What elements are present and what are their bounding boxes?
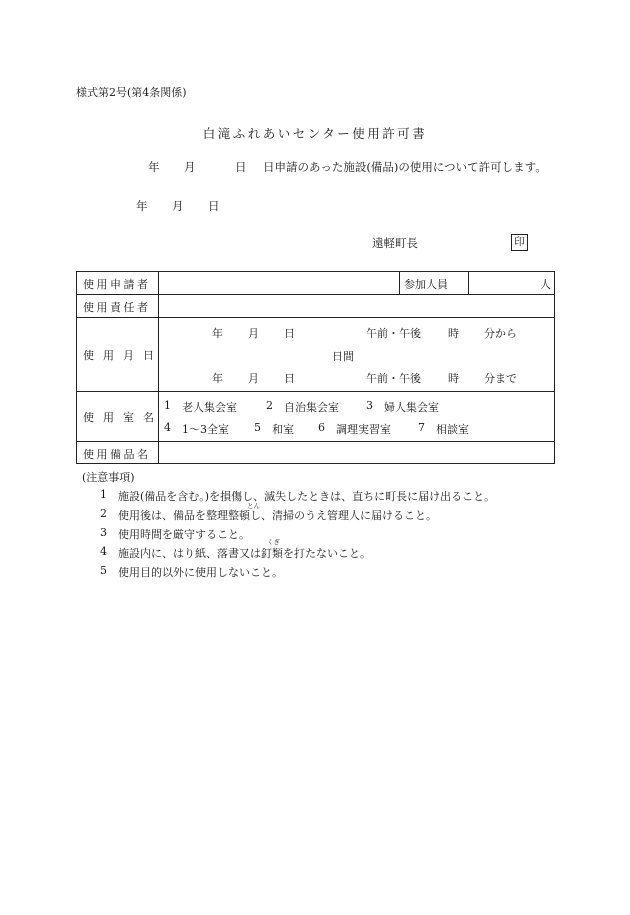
room-name: 調理実習室 [336, 423, 391, 436]
to-month: 月 [248, 372, 259, 385]
note-text: 使用時間を厳守すること。 [118, 528, 250, 541]
room-name: 婦人集会室 [384, 401, 439, 414]
table-rule [158, 271, 159, 464]
room-name: 老人集会室 [182, 401, 237, 414]
participants-field[interactable] [471, 272, 531, 293]
room-name: 自治集会室 [284, 401, 339, 414]
note-text: 使用目的以外に使用しないこと。 [118, 566, 283, 579]
room-num: 7 [418, 421, 425, 434]
statement-year: 年 [148, 160, 160, 174]
note-text: 施設(備品を含む。)を損傷し、滅失したときは、直ちに町長に届け出ること。 [118, 490, 496, 503]
note-num: 1 [100, 488, 107, 501]
room-num: 1 [164, 399, 171, 412]
permit-form-table [76, 271, 555, 464]
room-num: 5 [254, 421, 261, 434]
table-rule [468, 271, 469, 294]
table-rule [76, 391, 555, 392]
participants-label: 参加人員 [404, 278, 448, 291]
note-num: 4 [100, 545, 107, 558]
signer-title: 遠軽町長 [372, 236, 418, 250]
room-num: 2 [266, 399, 273, 412]
form-number: 様式第2号(第4条関係) [76, 86, 187, 99]
equipment-field[interactable] [161, 442, 551, 462]
note-num: 2 [100, 507, 107, 520]
issue-month: 月 [172, 199, 184, 213]
from-hour: 時 [448, 327, 459, 340]
from-year: 年 [212, 327, 223, 340]
to-year: 年 [212, 372, 223, 385]
to-minute: 分まで [484, 372, 517, 385]
note-num: 5 [100, 564, 107, 577]
manager-label: 使用責任者 [83, 301, 151, 314]
permission-statement: 日申請のあった施設(備品)の使用について許可します。 [263, 160, 547, 174]
notes-heading: (注意事項) [82, 471, 135, 484]
issue-year: 年 [136, 199, 148, 213]
room-name: 和室 [272, 423, 294, 436]
to-hour: 時 [448, 372, 459, 385]
seal-mark: 印 [511, 234, 528, 251]
room-num: 3 [366, 399, 373, 412]
date-label: 使用月日 [83, 349, 163, 362]
room-name: 相談室 [436, 423, 469, 436]
table-border [76, 271, 77, 464]
note-num: 3 [100, 526, 107, 539]
participants-unit: 人 [540, 278, 551, 291]
statement-day: 日 [235, 160, 247, 174]
ruby-annotation: とん [247, 502, 260, 510]
issue-day: 日 [208, 199, 220, 213]
from-ampm: 午前・午後 [366, 327, 421, 340]
note-text: 使用後は、備品を整理整頓し、清掃のうえ管理人に届けること。 [118, 509, 437, 522]
period-days: 日間 [332, 350, 354, 363]
equipment-label: 使用備品名 [83, 448, 151, 461]
from-minute: 分から [484, 327, 517, 340]
applicant-field[interactable] [161, 272, 397, 293]
room-num: 6 [318, 421, 325, 434]
room-label: 使用室名 [83, 411, 163, 424]
to-day: 日 [284, 372, 295, 385]
room-num: 4 [164, 421, 171, 434]
from-day: 日 [284, 327, 295, 340]
ruby-annotation: くぎ [267, 538, 280, 546]
table-border [76, 463, 555, 464]
to-ampm: 午前・午後 [366, 372, 421, 385]
from-month: 月 [248, 327, 259, 340]
statement-month: 月 [184, 160, 196, 174]
table-rule [76, 317, 555, 318]
note-text: 施設内に、はり紙、落書又は釘類を打たないこと。 [118, 547, 371, 560]
applicant-label: 使用申請者 [83, 278, 151, 291]
manager-field[interactable] [161, 295, 551, 316]
table-rule [399, 271, 400, 294]
room-name: 1～3全室 [182, 423, 229, 436]
document-title: 白滝ふれあいセンター使用許可書 [202, 126, 428, 141]
table-border [554, 271, 555, 464]
